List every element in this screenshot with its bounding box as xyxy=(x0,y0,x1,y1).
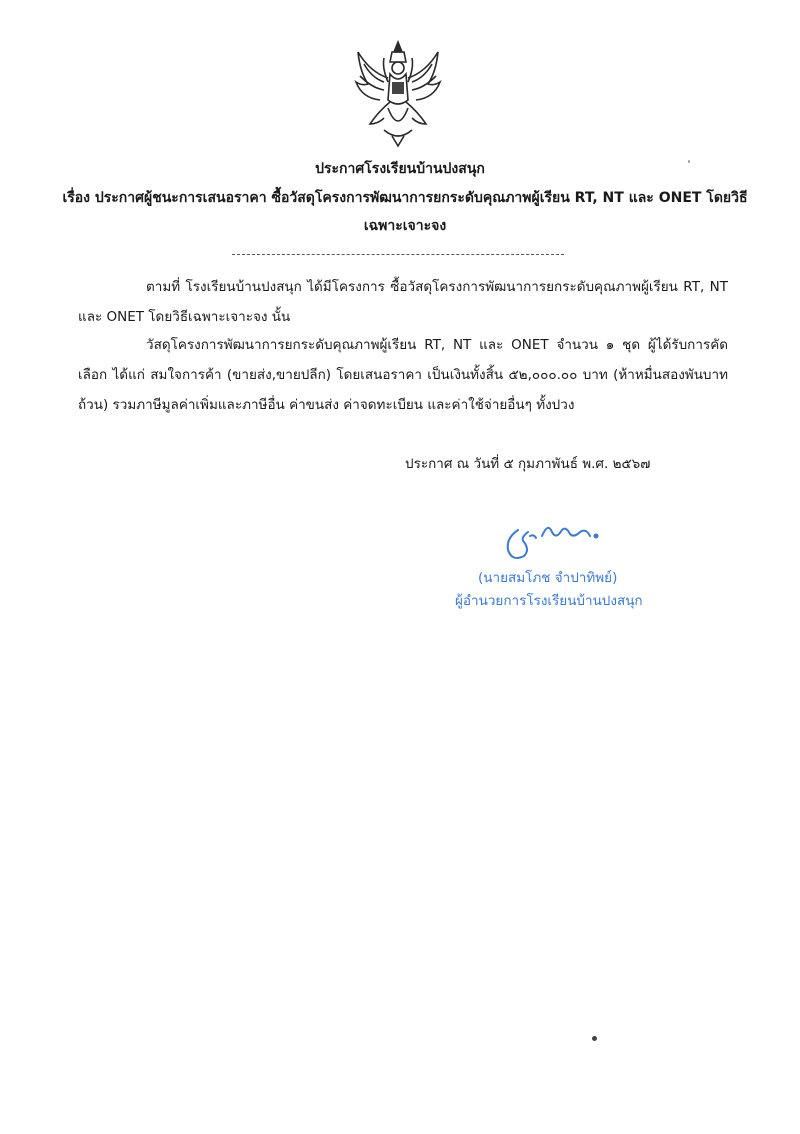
signer-name: (นายสมโภช จำปาทิพย์) xyxy=(478,570,618,586)
document-title: ประกาศโรงเรียนบ้านปงสนุก xyxy=(315,161,485,177)
signer-title: ผู้อำนวยการโรงเรียนบ้านปงสนุก xyxy=(455,593,643,609)
paragraph-1 xyxy=(78,272,728,332)
paragraph-2-text: วัสดุโครงการพัฒนาการยกระดับคุณภาพผู้เรียน RT, NT และ ONET จำนวน ๑ ชุด ผู้ได้รับการคัดเลือก ได้แก่ สมใจการค้า (ขายส่ง,ขายปลีก) โดยเสนอราคา เป็นเงินทั้งสิ้น ๕๒,๐๐๐.๐๐ บาท (ห้าหมื่นสองพันบาทถ้วน) รวมภาษีมูลค่าเพิ่มและภาษีอื่น ค่าขนส่ง ค่าจดทะเบียน และค่าใช้จ่ายอื่นๆ ทั้งปวง xyxy=(78,337,728,413)
garuda-emblem-icon xyxy=(348,38,448,148)
handwritten-signature xyxy=(500,512,610,567)
scan-speck xyxy=(688,160,690,163)
scan-speck xyxy=(592,1036,597,1041)
paragraph-2 xyxy=(78,330,728,420)
divider-line xyxy=(232,254,564,255)
announcement-date: ประกาศ ณ วันที่ ๕ กุมภาพันธ์ พ.ศ. ๒๕๖๗ xyxy=(405,456,651,472)
paragraph-1-text: ตามที่ โรงเรียนบ้านปงสนุก ได้มีโครงการ ซื้อวัสดุโครงการพัฒนาการยกระดับคุณภาพผู้เรียน RT, NT และ ONET โดยวิธีเฉพาะเจาะจง นั้น xyxy=(78,279,728,325)
document-subject: เรื่อง ประกาศผู้ชนะการเสนอราคา ซื้อวัสดุโครงการพัฒนาการยกระดับคุณภาพผู้เรียน RT, NT และ ONET โดยวิธีเฉพาะเจาะจง xyxy=(62,190,748,234)
